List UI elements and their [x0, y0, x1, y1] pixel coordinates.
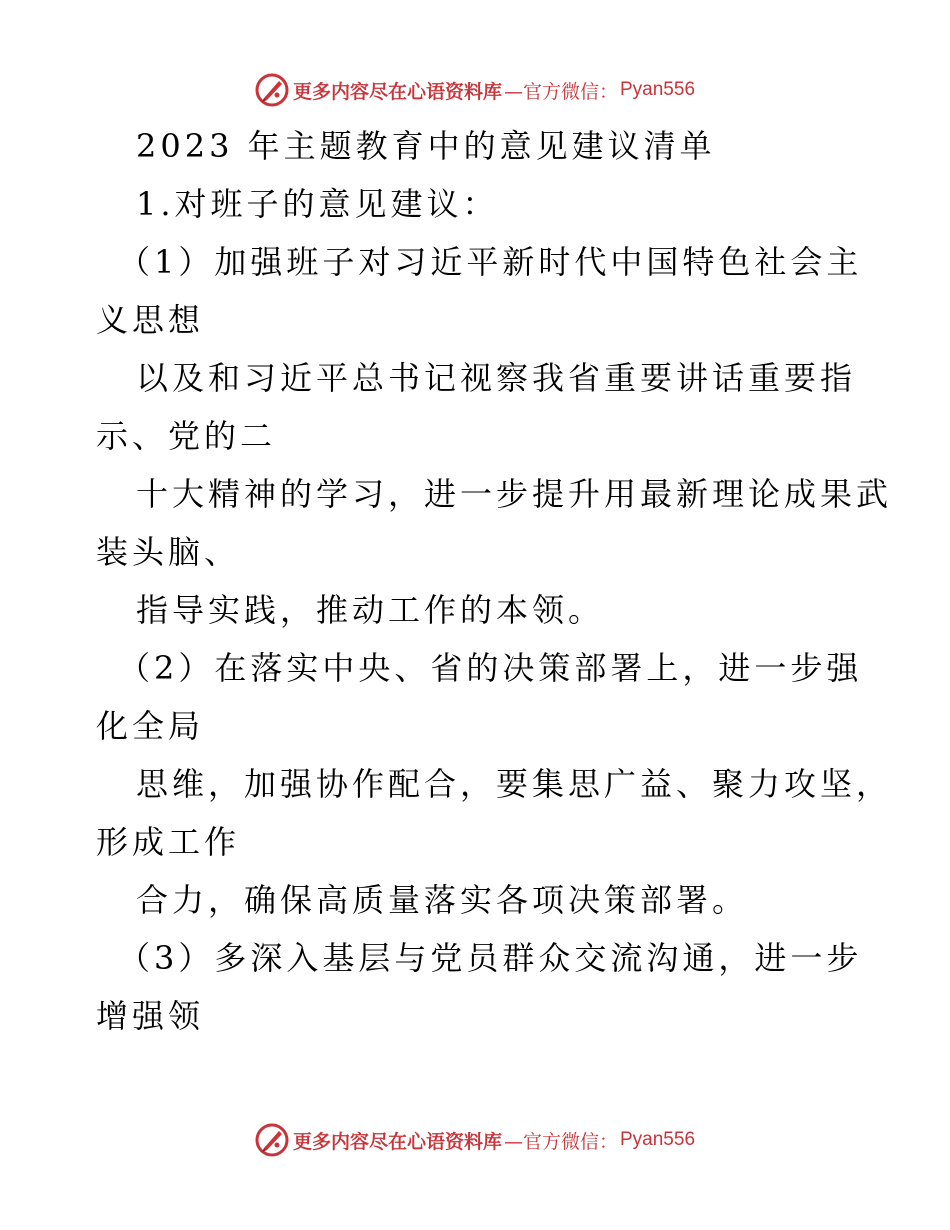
banner-official-label: —官方微信：: [503, 1130, 618, 1153]
paragraph-line: 义思想: [96, 301, 205, 339]
paragraph-line: 指导实践，推动工作的本领。: [136, 591, 605, 629]
banner-wechat-id: Pyan556: [620, 79, 696, 100]
banner-brand-text: 更多内容尽在心语资料库: [292, 80, 502, 103]
paragraph-line: 形成工作: [96, 823, 241, 861]
header-banner: [0, 70, 950, 110]
document-title: 2023 年主题教育中的意见建议清单: [136, 127, 716, 165]
paragraph-line: 思维，加强协作配合，要集思广益、聚力攻坚，: [136, 765, 893, 803]
pen-logo-icon: [255, 1123, 289, 1157]
paragraph-line: 合力，确保高质量落实各项决策部署。: [136, 881, 749, 919]
paragraph-line: （2）在落实中央、省的决策部署上，进一步强: [118, 649, 863, 687]
banner-official-label: —官方微信：: [503, 80, 618, 103]
banner-wechat-id: Pyan556: [620, 1129, 696, 1150]
paragraph-line: 以及和习近平总书记视察我省重要讲话重要指: [136, 359, 857, 397]
section-heading: 1.对班子的意见建议：: [136, 185, 499, 223]
banner-brand-text: 更多内容尽在心语资料库: [292, 1130, 502, 1153]
paragraph-line: 示、党的二: [96, 417, 277, 455]
paragraph-line: 增强领: [96, 997, 205, 1035]
paragraph-line: 装头脑、: [96, 533, 241, 571]
paragraph-line: （1）加强班子对习近平新时代中国特色社会主: [118, 243, 863, 281]
document-body: [0, 117, 950, 1045]
paragraph-line: （3）多深入基层与党员群众交流沟通，进一步: [118, 939, 863, 977]
footer-banner: [0, 1120, 950, 1160]
paragraph-line: 化全局: [96, 707, 205, 745]
paragraph-line: 十大精神的学习，进一步提升用最新理论成果武: [136, 475, 893, 513]
pen-logo-icon: [255, 73, 289, 107]
